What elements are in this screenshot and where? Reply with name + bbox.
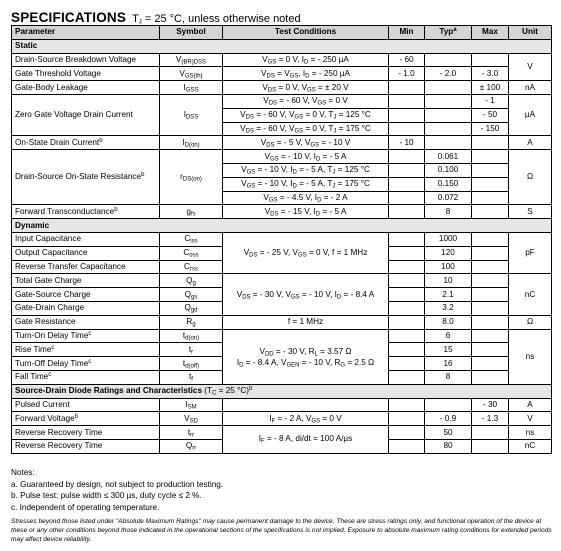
unit-idon: A — [509, 136, 552, 150]
table-row — [12, 67, 552, 81]
typ-crss: 100 — [425, 260, 472, 274]
typ-ciss: 1000 — [425, 232, 472, 246]
cond-vgsth: $V_{DS} = V_{GS}$, $I_D$ = - 250 µA — [223, 67, 389, 81]
symbol-tr: $t_r$ — [160, 343, 223, 357]
param-qg: Total Gate Charge — [12, 274, 160, 288]
section-diode — [12, 384, 552, 398]
unit-ism: A — [509, 398, 552, 412]
symbol-tdon: $t_{d(on)}$ — [160, 329, 223, 343]
symbol-rg: $R_g$ — [160, 315, 223, 329]
param-rg: Gate Resistance — [12, 315, 160, 329]
param-bvdss: Drain-Source Breakdown Voltage — [12, 53, 160, 67]
min-bvdss: - 60 — [389, 53, 425, 67]
cond-switching-1: $V_{DD}$ = - 30 V, $R_L = 3.57$ Ω — [259, 346, 352, 358]
param-ism: Pulsed Current — [12, 398, 160, 412]
cond-rds-3: $V_{GS}$ = - 10 V, $I_D$ = - 5 A, $T_J = 175$ °C — [223, 177, 389, 191]
symbol-gfs: $g_{fs}$ — [160, 205, 223, 219]
unit-capacitance: pF — [509, 232, 552, 273]
typ-qgs: 2.1 — [425, 288, 472, 302]
section-dynamic — [12, 219, 552, 233]
typ-coss: 120 — [425, 246, 472, 260]
typ-tdon: 6 — [425, 329, 472, 343]
table-row — [12, 232, 552, 246]
param-igss: Gate-Body Leakage — [12, 81, 160, 95]
cond-igss: $V_{DS} = 0$ V, $V_{GS}$ = ± 20 V — [223, 81, 389, 95]
symbol-tf: $t_f$ — [160, 370, 223, 384]
unit-rg: Ω — [509, 315, 552, 329]
typ-tdoff: 16 — [425, 357, 472, 371]
typ-vsd: - 0.9 — [425, 412, 472, 426]
note-a: a. Guaranteed by design, not subject to production testing. — [11, 479, 224, 489]
header-max: Max — [472, 26, 509, 40]
param-vsd: Forward Voltage$^b$ — [12, 412, 160, 426]
max-idss-1: - 1 — [472, 94, 509, 108]
symbol-qrr: $Q_{rr}$ — [160, 439, 223, 453]
symbol-vgsth: $V_{GS(th)}$ — [160, 67, 223, 81]
symbol-tdoff: $t_{d(off)}$ — [160, 357, 223, 371]
table-row — [12, 412, 552, 426]
param-trr: Reverse Recovery Time — [12, 426, 160, 440]
table-row — [12, 329, 552, 343]
typ-qgd: 3.2 — [425, 301, 472, 315]
max-idss-2: - 50 — [472, 108, 509, 122]
unit-v: V — [509, 53, 552, 81]
symbol-idon: $I_{D(on)}$ — [160, 136, 223, 150]
notes-heading: Notes: — [11, 468, 35, 477]
typ-qrr: 80 — [425, 439, 472, 453]
symbol-qg: $Q_g$ — [160, 274, 223, 288]
typ-rds-3: 0.150 — [425, 177, 472, 191]
param-tf: Fall Time$^c$ — [12, 370, 160, 384]
max-igss: ± 100 — [472, 81, 509, 95]
note-c: c. Independent of operating temperature. — [11, 502, 160, 512]
symbol-ciss: $C_{iss}$ — [160, 232, 223, 246]
symbol-idss: $I_{DSS}$ — [160, 94, 223, 135]
cond-idon: $V_{DS}$ = - 5 V, $V_{GS}$ = - 10 V — [223, 136, 389, 150]
typ-trr: 50 — [425, 426, 472, 440]
min-idon: - 10 — [389, 136, 425, 150]
table-row — [12, 81, 552, 95]
max-vsd: - 1.3 — [472, 412, 509, 426]
typ-rds-4: 0.072 — [425, 191, 472, 205]
table-row — [12, 315, 552, 329]
absolute-max-disclaimer: Stresses beyond those listed under "Absolute Maximum Ratings" may cause permanent damage to the device. These are stress ratings only, and functional operation of the device at these or any other conditions beyond those indicated in the operational sections of the specifications is not implied. Exposure to absolute maximum rating conditions for extended periods may affect device reliability. — [11, 518, 552, 543]
unit-qrr: nC — [509, 439, 552, 453]
cond-bvdss: $V_{GS} = 0$ V, $I_D$ = - 250 µA — [223, 53, 389, 67]
symbol-qgd: $Q_{gd}$ — [160, 301, 223, 315]
header-min: Min — [389, 26, 425, 40]
table-row — [12, 94, 552, 108]
note-b: b. Pulse test; pulse width ≤ 300 µs, duty cycle ≤ 2 %. — [11, 491, 202, 500]
section-static — [12, 39, 552, 53]
unit-gfs: S — [509, 205, 552, 219]
cond-gate-charge: $V_{DS}$ = - 30 V, $V_{GS}$ = - 10 V, $I_D$ = - 8.4 A — [223, 274, 389, 315]
header-row — [12, 26, 552, 40]
param-idon: On-State Drain Current$^b$ — [12, 136, 160, 150]
unit-rds: Ω — [509, 150, 552, 205]
typ-rg: 8.0 — [425, 315, 472, 329]
header-unit: Unit — [509, 26, 552, 40]
param-crss: Reverse Transfer Capacitance — [12, 260, 160, 274]
header-typ: Typ$^a$ — [425, 26, 472, 40]
cond-capacitance: $V_{DS}$ = - 25 V, $V_{GS} = 0$ V, f = 1 MHz — [223, 232, 389, 273]
param-vgsth: Gate Threshold Voltage — [12, 67, 160, 81]
notes — [11, 467, 223, 513]
unit-idss: µA — [509, 94, 552, 135]
min-vgsth: - 1.0 — [389, 67, 425, 81]
unit-igss: nA — [509, 81, 552, 95]
param-rds: Drain-Source On-State Resistance$^b$ — [12, 150, 160, 205]
symbol-igss: $I_{GSS}$ — [160, 81, 223, 95]
param-tdon: Turn-On Delay Time$^c$ — [12, 329, 160, 343]
max-vgsth: - 3.0 — [472, 67, 509, 81]
unit-trr: ns — [509, 426, 552, 440]
param-gfs: Forward Transconductance$^b$ — [12, 205, 160, 219]
table-row — [12, 426, 552, 440]
symbol-vsd: $V_{SD}$ — [160, 412, 223, 426]
typ-gfs: 8 — [425, 205, 472, 219]
typ-vgsth: - 2.0 — [425, 67, 472, 81]
typ-rds-2: 0.100 — [425, 163, 472, 177]
spec-title: SPECIFICATIONS — [11, 10, 127, 25]
cond-reverse-recovery: $I_F$ = - 8 A, di/dt = 100 A/µs — [223, 426, 389, 454]
cond-rg: f = 1 MHz — [223, 315, 389, 329]
unit-switching: ns — [509, 329, 552, 384]
param-ciss: Input Capacitance — [12, 232, 160, 246]
param-qgd: Gate-Drain Charge — [12, 301, 160, 315]
cond-rds-1: $V_{GS}$ = - 10 V, $I_D$ = - 5 A — [223, 150, 389, 164]
param-coss: Output Capacitance — [12, 246, 160, 260]
section-static-label: Static — [12, 39, 552, 53]
cond-idss-3: $V_{DS}$ = - 60 V, $V_{GS} = 0$ V, $T_J = 175$ °C — [223, 122, 389, 136]
symbol-qgs: $Q_{gs}$ — [160, 288, 223, 302]
cond-switching — [223, 329, 389, 384]
cond-switching-2: $I_D$ = - 8.4 A, $V_{GEN}$ = - 10 V, $R_G = 2.5$ Ω — [236, 357, 375, 369]
specifications-table — [11, 25, 552, 454]
section-dynamic-label: Dynamic — [12, 219, 552, 233]
spec-condition: $T_J = 25$ °C, unless otherwise noted — [132, 13, 301, 26]
table-row — [12, 274, 552, 288]
header-test-conditions: Test Conditions — [223, 26, 389, 40]
table-row — [12, 136, 552, 150]
cond-idss-1: $V_{DS}$ = - 60 V, $V_{GS} = 0$ V — [223, 94, 389, 108]
cond-gfs: $V_{DS}$ = - 15 V, $I_D$ = - 5 A — [223, 205, 389, 219]
header-parameter: Parameter — [12, 26, 160, 40]
section-diode-cond: ($T_C = 25$ °C)$^b$ — [204, 386, 253, 397]
table-row — [12, 205, 552, 219]
param-tr: Rise Time$^c$ — [12, 343, 160, 357]
typ-rds-1: 0.061 — [425, 150, 472, 164]
max-idss-3: - 150 — [472, 122, 509, 136]
cond-rds-4: $V_{GS}$ = - 4.5 V, $I_D$ = - 2 A — [223, 191, 389, 205]
symbol-bvdss: $V_{(BR)DSS}$ — [160, 53, 223, 67]
table-row — [12, 398, 552, 412]
cond-vsd: $I_F$ = - 2 A, $V_{GS} = 0$ V — [223, 412, 389, 426]
typ-qg: 10 — [425, 274, 472, 288]
table-row — [12, 53, 552, 67]
cond-idss-2: $V_{DS}$ = - 60 V, $V_{GS} = 0$ V, $T_J = 125$ °C — [223, 108, 389, 122]
unit-vsd: V — [509, 412, 552, 426]
unit-gate-charge: nC — [509, 274, 552, 315]
section-diode-label: Source-Drain Diode Ratings and Characteristics ($T_C = 25$ °C)$^b$ — [12, 384, 552, 398]
typ-tr: 15 — [425, 343, 472, 357]
symbol-trr: $t_{rr}$ — [160, 426, 223, 440]
header-symbol: Symbol — [160, 26, 223, 40]
symbol-rds: $r_{DS(on)}$ — [160, 150, 223, 205]
param-tdoff: Turn-Off Delay Time$^c$ — [12, 357, 160, 371]
symbol-crss: $C_{rss}$ — [160, 260, 223, 274]
typ-tf: 8 — [425, 370, 472, 384]
param-qrr: Reverse Recovery Time — [12, 439, 160, 453]
param-qgs: Gate-Source Charge — [12, 288, 160, 302]
max-ism: - 30 — [472, 398, 509, 412]
cond-rds-2: $V_{GS}$ = - 10 V, $I_D$ = - 5 A, $T_J = 125$ °C — [223, 163, 389, 177]
table-row — [12, 150, 552, 164]
param-idss: Zero Gate Voltage Drain Current — [12, 94, 160, 135]
symbol-coss: $C_{oss}$ — [160, 246, 223, 260]
symbol-ism: $I_{SM}$ — [160, 398, 223, 412]
